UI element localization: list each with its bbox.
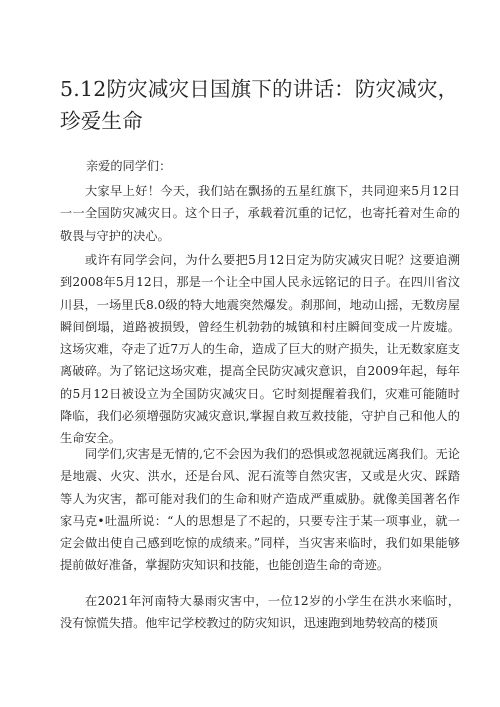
- paragraph-disaster-awareness: 同学们,灾害是无情的,它不会因为我们的恐惧或忽视就远离我们。无论是地震、火灾、洪水，还是台风、泥石流等自然灾害，又或是火灾、踩踏等人为灾害，都可能对我们的生命和财产造成严重威胁。就像美国著名作家马克•吐温所说：“人的思想是了不起的，只要专注于某一项事业，就一定会做出使自己感到吃惊的成绩来。”同样，当灾害来临时，我们如果能够提前做好准备，掌握防灾知识和技能，也能创造生命的奇迹。: [60, 447, 460, 573]
- paragraph-history: 或许有同学会问，为什么要把5月12日定为防灾减灾日呢？这要追溯到2008年5月12日，那是一个让全中国人民永远铭记的日子。在四川省汶川县，一场里氏8.0级的特大地震突然爆发。刹那间，地动山摇，无数房屋瞬间倒塌，道路被损毁，曾经生机勃勃的城镇和村庄瞬间变成一片废墟。这场灾难，夺走了近7万人的生命，造成了巨大的财产损失，让无数家庭支离破碎。为了铭记这场灾难，提高全民防灾减灾意识，自2009年起，每年的5月12日被设立为全国防灾减灾日。它时刻提醒着我们，灾难可能随时降临，我们必须增强防灾减灾意识,掌握自救互救技能，守护自己和他人的生命安全。: [60, 253, 460, 446]
- paragraph-greeting: 大家早上好！今天，我们站在飘扬的五星红旗下，共同迎来5月12日一一全国防灾减灾日。这个日子，承载着沉重的记忆，也寄托着对生命的敬畏与守护的决心。: [60, 184, 460, 243]
- salutation: 亲爱的同学们：: [86, 159, 172, 173]
- document-title: 5.12防灾减灾日国旗下的讲话：防灾减灾，珍爱生命: [60, 77, 459, 133]
- paragraph-henan-example: 在2021年河南特大暴雨灾害中，一位12岁的小学生在洪水来临时，没有惊慌失措。他牢记学校教过的防灾知识，迅速跑到地势较高的楼顶: [60, 594, 460, 631]
